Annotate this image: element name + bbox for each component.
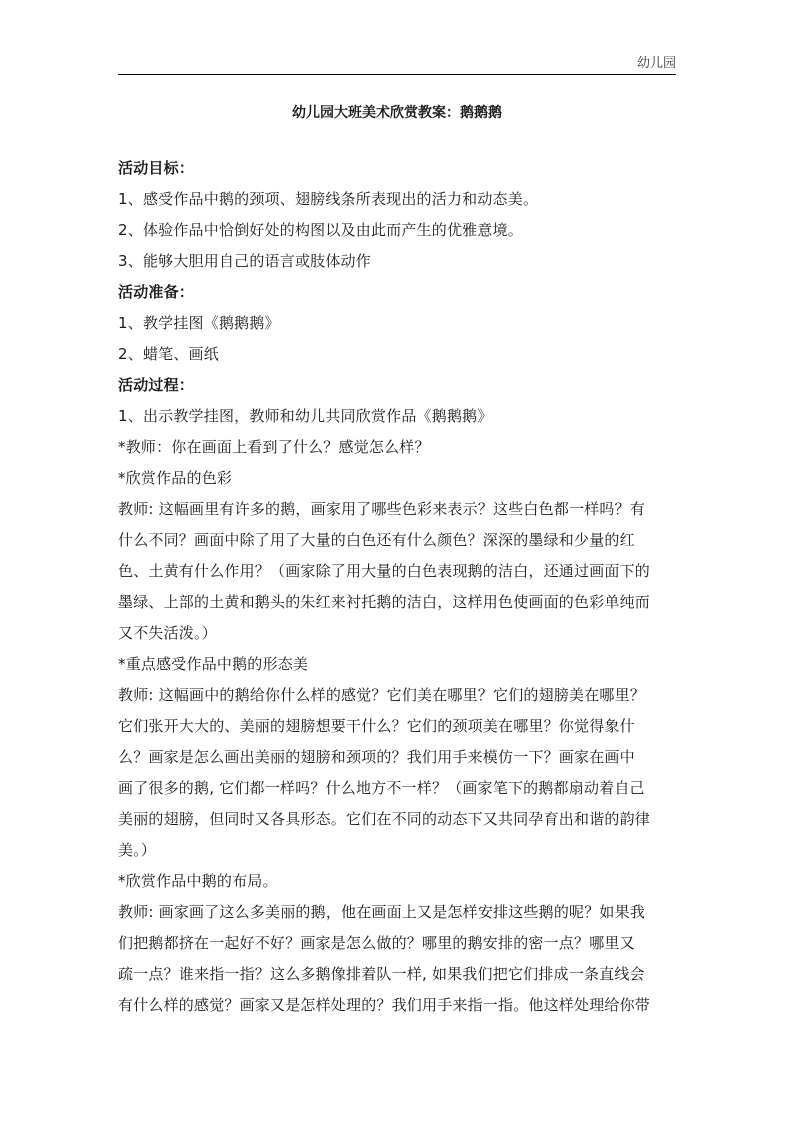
paragraph-line: 美。） bbox=[118, 841, 157, 859]
paragraph-line: *欣赏作品中鹅的布局。 bbox=[118, 872, 278, 890]
paragraph-line: 有什么样的感觉？画家又是怎样处理的？我们用手来指一指。他这样处理给你带 bbox=[118, 996, 651, 1014]
section-heading: 活动准备： bbox=[118, 283, 195, 301]
paragraph-line: 教师: 这幅画里有许多的鹅，画家用了哪些色彩来表示？这些白色都一样吗？有 bbox=[118, 500, 646, 518]
paragraph-line: 又不失活泼。） bbox=[118, 624, 217, 642]
paragraph-line: *重点感受作品中鹅的形态美 bbox=[118, 655, 309, 673]
paragraph-line: 1、教学挂图《鹅鹅鹅》 bbox=[118, 314, 280, 332]
paragraph-line: 么？画家是怎么画出美丽的翅膀和颈项的？我们用手来模仿一下？画家在画中 bbox=[118, 748, 635, 766]
section-heading: 活动过程： bbox=[118, 376, 195, 394]
paragraph-line: *欣赏作品的色彩 bbox=[118, 469, 233, 487]
paragraph-line: 1、感受作品中鹅的颈项、翅膀线条所表现出的活力和动态美。 bbox=[118, 190, 539, 208]
running-header: 幼儿园 bbox=[636, 56, 676, 71]
paragraph-line: 2、蜡笔、画纸 bbox=[118, 345, 219, 363]
paragraph-line: 它们张开大大的、美丽的翅膀想要干什么？它们的颈项美在哪里？你觉得象什 bbox=[118, 717, 635, 735]
paragraph-line: *教师：你在画面上看到了什么？感觉怎么样？ bbox=[118, 438, 430, 456]
paragraph-line: 什么不同？画面中除了用了大量的白色还有什么颜色？深深的墨绿和少量的红 bbox=[118, 531, 635, 549]
header-rule bbox=[118, 74, 676, 75]
document-title: 幼儿园大班美术欣赏教案：鹅鹅鹅 bbox=[292, 105, 502, 121]
paragraph-line: 美丽的翅膀，但同时又各具形态。它们在不同的动态下又共同孕育出和谐的韵律 bbox=[118, 810, 651, 828]
paragraph-line: 墨绿、上部的土黄和鹅头的朱红来衬托鹅的洁白，这样用色使画面的色彩单纯而 bbox=[118, 593, 651, 611]
paragraph-line: 1、出示教学挂图，教师和幼儿共同欣赏作品《鹅鹅鹅》 bbox=[118, 407, 493, 425]
paragraph-line: 2、体验作品中恰倒好处的构图以及由此而产生的优雅意境。 bbox=[118, 221, 523, 239]
document-body bbox=[118, 153, 676, 1021]
paragraph-line: 们把鹅都挤在一起好不好？画家是怎么做的？哪里的鹅安排的密一点？哪里又 bbox=[118, 934, 635, 952]
paragraph-line: 疏一点？谁来指一指？这么多鹅像排着队一样, 如果我们把它们排成一条直线会 bbox=[118, 965, 645, 983]
section-heading: 活动目标： bbox=[118, 159, 195, 177]
paragraph-line: 教师: 这幅画中的鹅给你什么样的感觉？它们美在哪里？它们的翅膀美在哪里？ bbox=[118, 686, 646, 704]
paragraph-line: 教师: 画家画了这么多美丽的鹅，他在画面上又是怎样安排这些鹅的呢？如果我 bbox=[118, 903, 646, 921]
paragraph-line: 画了很多的鹅, 它们都一样吗？什么地方不一样？（画家笔下的鹅都扇动着自己 bbox=[118, 779, 645, 797]
paragraph-line: 3、能够大胆用自己的语言或肢体动作 bbox=[118, 252, 371, 270]
paragraph-line: 色、土黄有什么作用？（画家除了用大量的白色表现鹅的洁白，还通过画面下的 bbox=[118, 562, 651, 580]
